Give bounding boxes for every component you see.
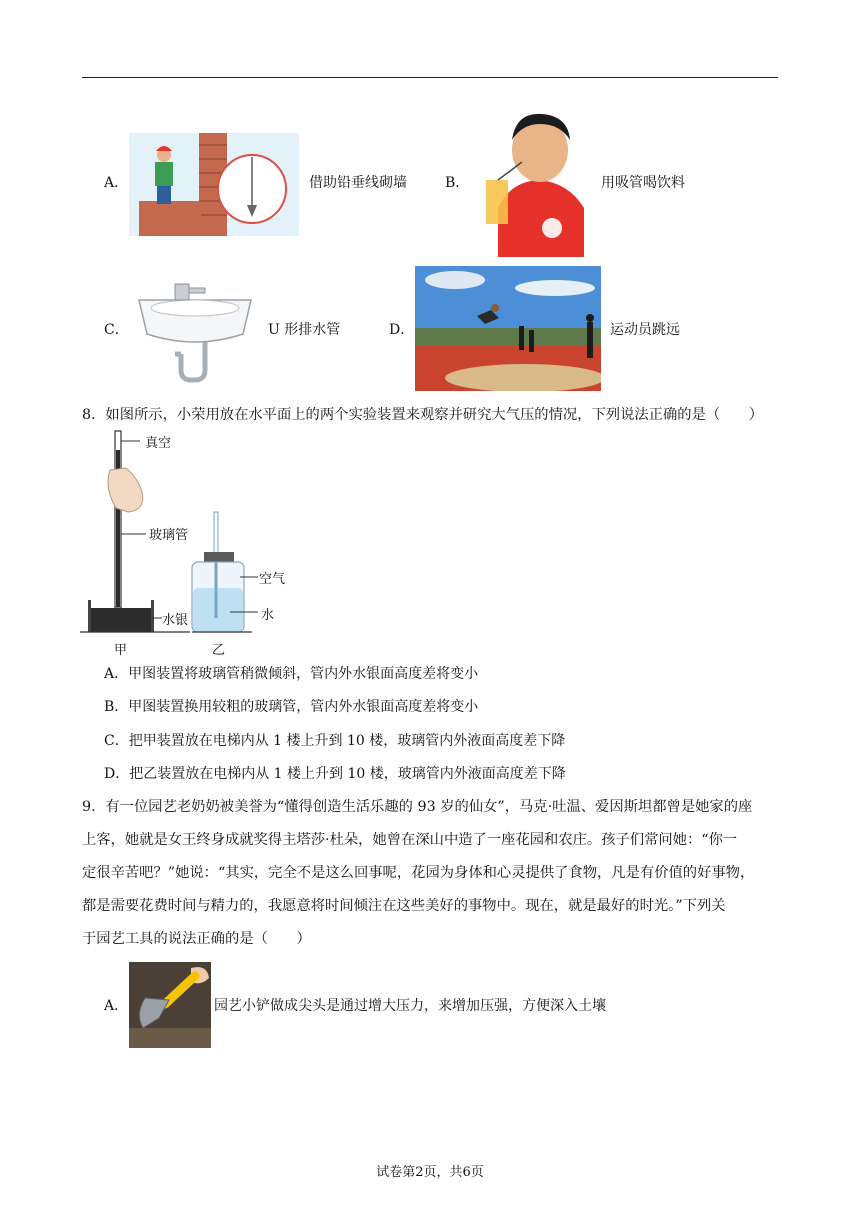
q8-option-a: A．甲图装置将玻璃管稍微倾斜，管内外水银面高度差将变小 — [104, 666, 479, 682]
q7-option-d-text: 运动员跳远 — [610, 322, 680, 338]
label-glass-tube: 玻璃管 — [149, 528, 189, 543]
q9-option-a-text: 园艺小铲做成尖头是通过增大压力，来增加压强，方便深入土壤 — [214, 998, 606, 1014]
q8-option-b: B．甲图装置换用较粗的玻璃管，管内外水银面高度差将变小 — [104, 699, 479, 715]
label-air: 空气 — [259, 572, 286, 587]
garden-trowel-photo — [129, 962, 211, 1048]
boy-drinking-straw-image — [480, 110, 592, 257]
q8-option-d: D．把乙装置放在电梯内从 1 楼上升到 10 楼，玻璃管内外液面高度差下降 — [104, 766, 566, 782]
q9-option-a-letter: A． — [104, 998, 129, 1014]
q9-stem-line: 于园艺工具的说法正确的是（ ） — [82, 931, 311, 947]
q7-option-a-text: 借助铅垂线砌墙 — [309, 175, 407, 191]
sink-u-pipe-image — [135, 278, 255, 386]
label-mercury: 水银 — [162, 613, 189, 628]
long-jump-photo — [415, 266, 601, 391]
q8-option-c: C．把甲装置放在电梯内从 1 楼上升到 10 楼，玻璃管内外液面高度差下降 — [104, 733, 566, 749]
label-water: 水 — [261, 608, 275, 623]
plumb-line-wall-image — [129, 133, 299, 236]
q9-stem-line: 9．有一位园艺老奶奶被美誉为“懂得创造生活乐趣的 93 岁的仙女”，马克·吐温、爱因斯坦都曾是她家的座 — [82, 799, 753, 815]
q7-option-d-letter: D． — [389, 322, 415, 338]
atmospheric-pressure-figure — [80, 428, 320, 660]
page-footer: 试卷第2页，共6页 — [376, 1165, 484, 1180]
q7-option-b-text: 用吸管喝饮料 — [601, 175, 685, 191]
q7-option-a-letter: A． — [104, 175, 129, 191]
q7-option-c-text: U 形排水管 — [268, 322, 341, 338]
label-vacuum: 真空 — [145, 436, 172, 451]
q9-stem — [82, 791, 782, 956]
q8-stem: 8．如图所示，小荣用放在水平面上的两个实验装置来观察并研究大气压的情况，下列说法正确的是（ ） — [82, 407, 764, 423]
q9-stem-line: 定很辛苦吧？”她说：“其实，完全不是这么回事呢，花园为身体和心灵提供了食物，凡是有价值的好事物， — [82, 865, 755, 881]
label-jia: 甲 — [114, 643, 128, 658]
label-yi: 乙 — [212, 643, 226, 658]
q7-option-c-letter: C． — [104, 322, 129, 338]
header-rule — [82, 77, 778, 78]
q7-option-b-letter: B． — [445, 175, 470, 191]
q9-stem-line: 上客，她就是女王终身成就奖得主塔莎·杜朵，她曾在深山中造了一座花园和农庄。孩子们常问她：“你一 — [82, 832, 738, 848]
q9-stem-line: 都是需要花费时间与精力的，我愿意将时间倾注在这些美好的事物中。现在，就是最好的时光。”下列关 — [82, 898, 726, 914]
